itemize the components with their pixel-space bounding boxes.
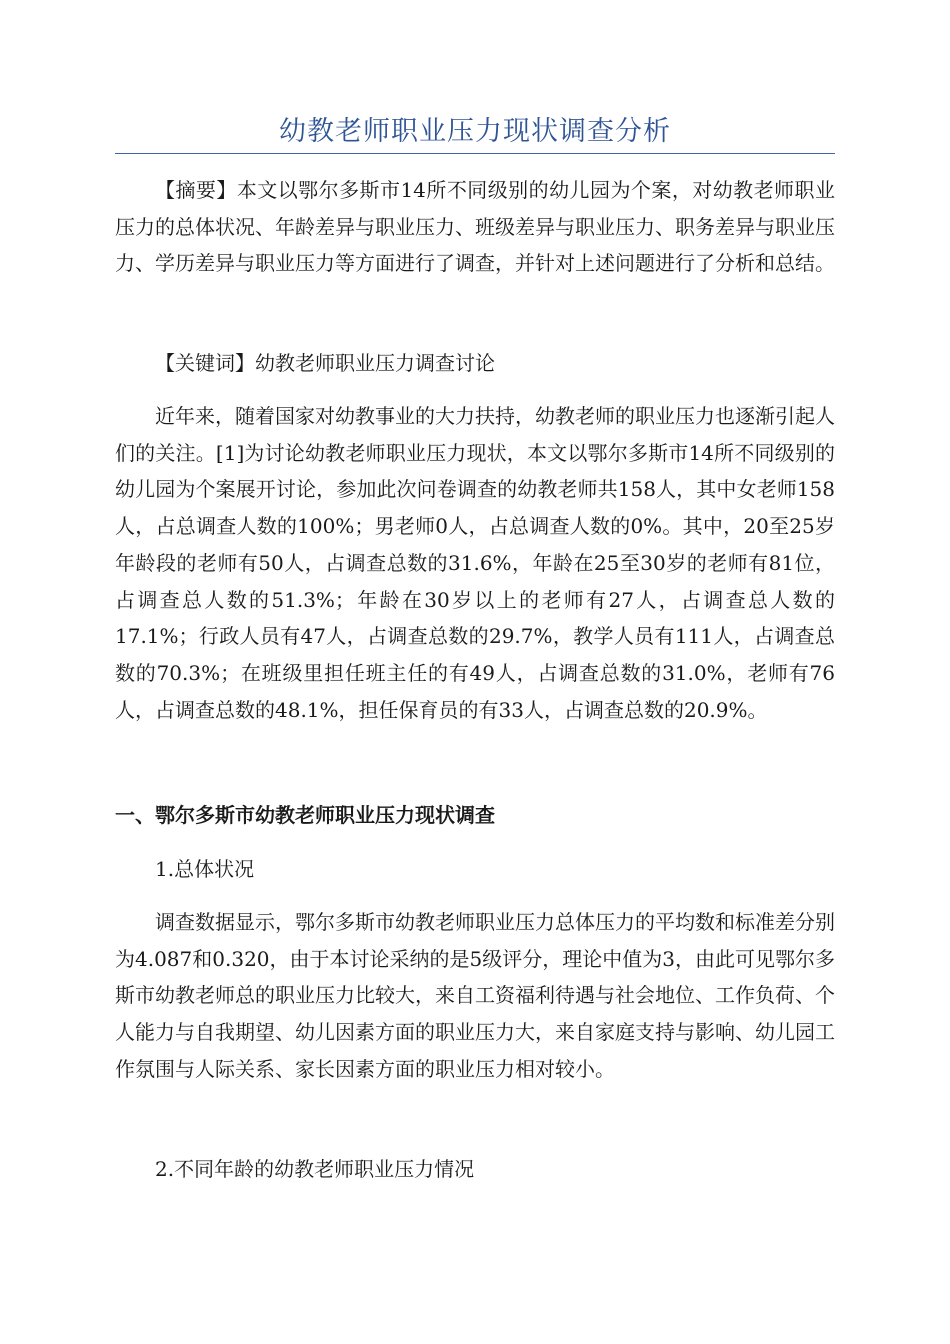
document-title: 幼教老师职业压力现状调查分析 bbox=[279, 116, 671, 147]
abstract-paragraph: 【摘要】本文以鄂尔多斯市14所不同级别的幼儿园为个案，对幼教老师职业压力的总体状况、年龄差异与职业压力、班级差异与职业压力、职务差异与职业压力、学历差异与职业压力等方面进行了调查，并针对上述问题进行了分析和总结。 bbox=[115, 178, 835, 276]
title-underline bbox=[115, 153, 835, 154]
subsection-heading-2: 2.不同年龄的幼教老师职业压力情况 bbox=[155, 1157, 475, 1181]
overall-paragraph: 调查数据显示，鄂尔多斯市幼教老师职业压力总体压力的平均数和标准差分别为4.087和0.320，由于本讨论采纳的是5级评分，理论中值为3，由此可见鄂尔多斯市幼教老师总的职业压力比较大，来自工资福利待遇与社会地位、工作负荷、个人能力与自我期望、幼儿因素方面的职业压力大，来自家庭支持与影响、幼儿园工作氛围与人际关系、家长因素方面的职业压力相对较小。 bbox=[115, 910, 835, 1081]
keywords-paragraph: 【关键词】幼教老师职业压力调查讨论 bbox=[155, 351, 495, 375]
section-heading: 一、鄂尔多斯市幼教老师职业压力现状调查 bbox=[115, 803, 495, 827]
subsection-heading-1: 1.总体状况 bbox=[155, 857, 255, 881]
intro-paragraph: 近年来，随着国家对幼教事业的大力扶持，幼教老师的职业压力也逐渐引起人们的关注。[1]为讨论幼教老师职业压力现状，本文以鄂尔多斯市14所不同级别的幼儿园为个案展开讨论，参加此次问卷调查的幼教老师共158人，其中女老师158人，占总调查人数的100%；男老师0人，占总调查人数的0%。其中，20至25岁年龄段的老师有50人，占调查总数的31.6%，年龄在25至30岁的老师有81位，占调查总人数的51.3%；年龄在30岁以上的老师有27人，占调查总人数的17.1%；行政人员有47人，占调查总数的29.7%，教学人员有111人，占调查总数的70.3%；在班级里担任班主任的有49人，占调查总数的31.0%，老师有76人，占调查总数的48.1%，担任保育员的有33人，占调查总数的20.9%。 bbox=[115, 404, 835, 722]
